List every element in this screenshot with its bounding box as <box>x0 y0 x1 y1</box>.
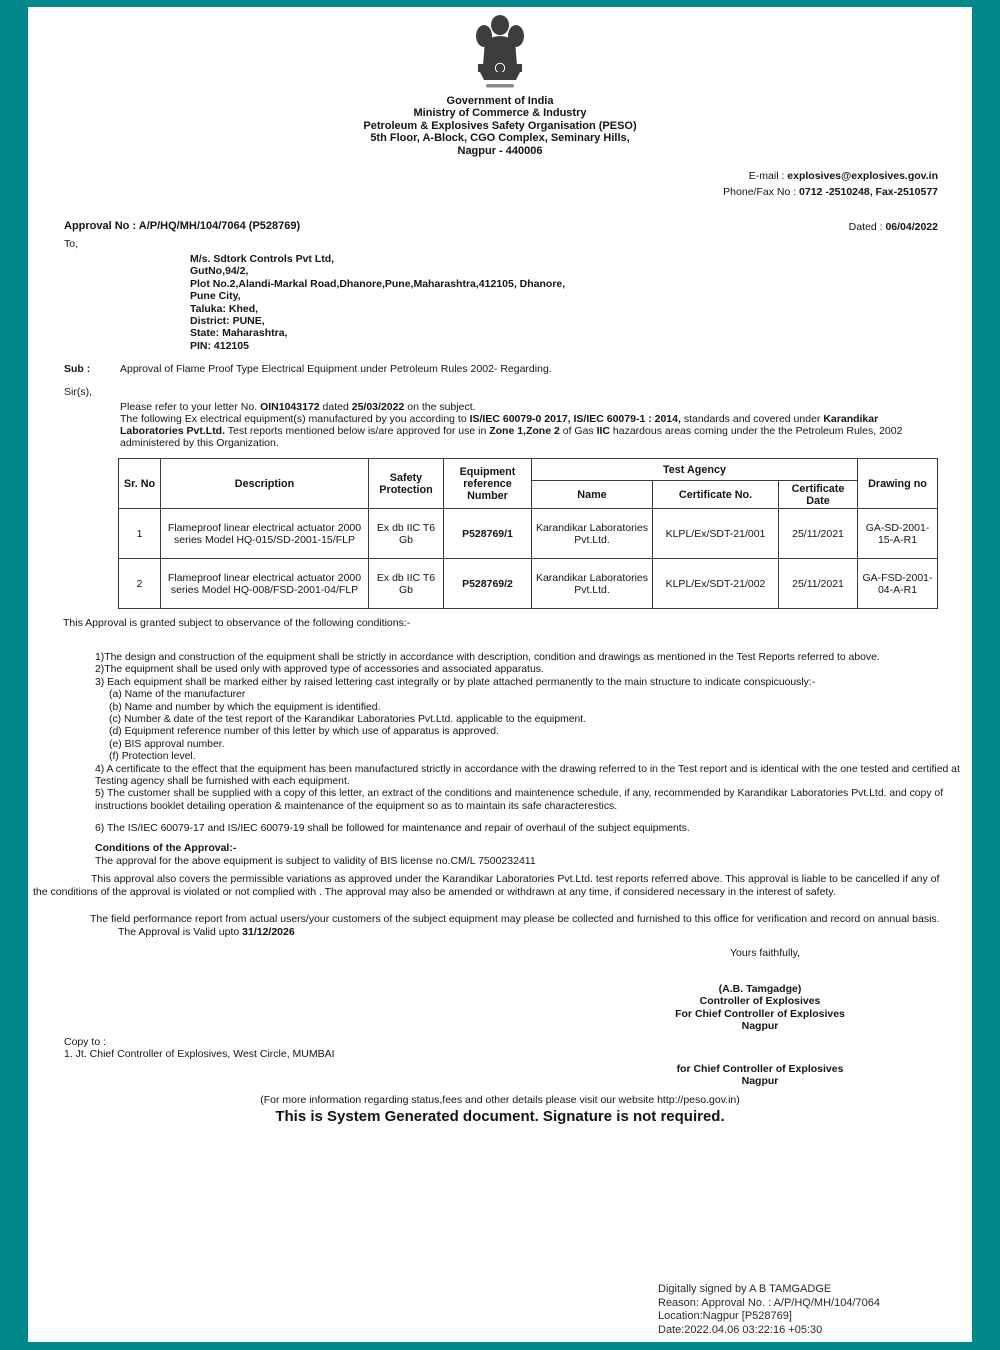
signatory-title: Controller of Explosives <box>699 995 821 1008</box>
cell-sr: 1 <box>119 509 161 559</box>
validity-line <box>118 926 295 938</box>
cell-equip-ref: P528769/2 <box>444 559 532 609</box>
footer-info-line: (For more information regarding status,fees and other details please visit our website http://peso.gov.in) <box>260 1094 740 1106</box>
col-header-sr-no: Sr. No <box>119 459 161 509</box>
for-chief-place: Nagpur <box>741 1075 779 1088</box>
col-header-description: Description <box>161 459 369 509</box>
emblem-of-india <box>471 13 529 98</box>
intro-text: The following Ex electrical equipment(s) manufactured by you according to <box>120 413 470 425</box>
cell-equip-ref: P528769/1 <box>444 509 532 559</box>
condition-subitem: (e) BIS approval number. <box>109 738 225 750</box>
condition-subitem: (d) Equipment reference number of this letter by which use of apparatus is approved. <box>109 726 499 738</box>
intro-text: Test reports mentioned below is/are approved for use in <box>225 425 490 438</box>
conditions-heading: Conditions of the Approval:- <box>95 842 237 854</box>
intro-paragraph <box>120 413 944 450</box>
condition-subitem: (a) Name of the manufacturer <box>109 689 246 701</box>
closing-line: Yours faithfully, <box>730 947 801 959</box>
cell-cert-no: KLPL/Ex/SDT-21/002 <box>653 559 779 609</box>
address-line: Pune City, <box>190 290 241 303</box>
table-header-row-1 <box>119 459 938 481</box>
address-line: Plot No.2,Alandi-Markal Road,Dhanore,Pune,Maharashtra,412105, Dhanore, <box>190 277 566 290</box>
bis-license-line: The approval for the above equipment is subject to validity of BIS license no.CM/L 7500232411 <box>95 855 536 867</box>
digital-signature-block <box>658 1283 880 1337</box>
col-header-safety: Safety Protection <box>369 459 444 509</box>
address-line: M/s. Sdtork Controls Pvt Ltd, <box>190 253 335 265</box>
subject-label: Sub : <box>64 363 91 375</box>
digital-signature-line: Location:Nagpur [P528769] <box>658 1310 792 1322</box>
copy-to-item: 1. Jt. Chief Controller of Explosives, West Circle, MUMBAI <box>64 1048 335 1060</box>
field-report-paragraph: The field performance report from actual users/your customers of the subject equipment may please be collected and furnished to this office for verification and record on annual basis. <box>90 913 940 925</box>
for-chief-block <box>620 1063 900 1088</box>
variations-paragraph: This approval also covers the permissible variations as approved under the Karandikar Laboratories Pvt.Ltd. test reports referred above. This approval is liable to be cancelled if any of the conditions of the approval is violated or not complied with . The approval may also be amended or withdrawn at any time, if considered necessary in the interest of safety. <box>33 873 940 898</box>
phone-line <box>723 185 938 201</box>
condition-item: 5) The customer shall be supplied with a copy of this letter, an extract of the conditions and maintenence schedule, if any, recommended by Karandikar Laboratories Pvt.Ltd. and copy of instructions booklet detailing operation & maintenance of the equipment so as to maintain its safe characterestics. <box>95 788 944 812</box>
contact-block <box>723 169 938 200</box>
approval-number: Approval No : A/P/HQ/MH/104/7064 (P528769) <box>64 220 301 232</box>
subject-text: Approval of Flame Proof Type Electrical Equipment under Petroleum Rules 2002- Regarding. <box>120 363 552 375</box>
reference-text: on the subject. <box>404 401 476 413</box>
condition-item: 3) Each equipment shall be marked either by raised lettering cast integrally or by plate attached permanently to the main structure to indicate conspicuously:- <box>95 676 816 688</box>
phone-value: 0712 -2510248, Fax-2510577 <box>799 185 938 198</box>
table-row <box>119 509 938 559</box>
dated-label: Dated : <box>848 221 886 233</box>
letterhead-line: Nagpur - 440006 <box>457 144 543 157</box>
address-line: District: PUNE, <box>190 315 265 328</box>
cell-cert-date: 25/11/2021 <box>779 509 858 559</box>
letter-date: 25/03/2022 <box>351 401 405 413</box>
condition-subitem: (b) Name and number by which the equipment is identified. <box>109 701 381 713</box>
letter-page <box>28 7 972 1342</box>
address-line: GutNo,94/2, <box>190 265 249 278</box>
signatory-title: For Chief Controller of Explosives <box>675 1007 845 1020</box>
col-header-drawing: Drawing no <box>858 459 938 509</box>
signatory-place: Nagpur <box>741 1019 779 1032</box>
validity-date: 31/12/2026 <box>242 926 295 938</box>
dated-value: 06/04/2022 <box>885 221 938 233</box>
test-lab-name: Karandikar Laboratories Pvt.Ltd. <box>120 413 879 438</box>
copy-to-label: Copy to : <box>64 1036 107 1048</box>
signatory-block <box>620 983 900 1032</box>
system-generated-note: This is System Generated document. Signature is not required. <box>275 1108 725 1125</box>
salutation: Sir(s), <box>64 386 92 398</box>
cell-drawing: GA-FSD-2001-04-A-R1 <box>858 559 938 609</box>
cell-cert-date: 25/11/2021 <box>779 559 858 609</box>
letterhead-line: Government of India <box>446 95 554 107</box>
gas-group: IIC <box>596 425 610 438</box>
reference-line <box>120 401 476 413</box>
standards-ref: IS/IEC 60079-0 2017, IS/IEC 60079-1 : 2014, <box>469 413 681 425</box>
cell-safety: Ex db IIC T6 Gb <box>369 559 444 609</box>
condition-item: 2)The equipment shall be used only with approved type of accessories and associated apparatus. <box>95 664 544 676</box>
for-chief-line: for Chief Controller of Explosives <box>676 1063 844 1075</box>
intro-text: standards and covered under <box>680 413 824 425</box>
digital-signature-line: Date:2022.04.06 03:22:16 +05:30 <box>658 1323 823 1336</box>
recipient-address <box>190 253 565 352</box>
dated-line <box>849 221 938 233</box>
letterhead-line: Petroleum & Explosives Safety Organisation (PESO) <box>363 119 637 132</box>
letterhead <box>28 95 972 157</box>
address-line: State: Maharashtra, <box>190 327 288 340</box>
condition-subitem: (c) Number & date of the test report of the Karandikar Laboratories Pvt.Ltd. applicable to the equipment. <box>109 714 587 726</box>
reference-text: Please refer to your letter No. <box>120 401 261 413</box>
email-value: explosives@explosives.gov.in <box>787 170 938 182</box>
conditions-list <box>95 652 968 836</box>
col-header-cert-no: Certificate No. <box>653 481 779 509</box>
email-label: E-mail : <box>748 170 788 182</box>
col-header-equip-ref: Equipment reference Number <box>444 459 532 509</box>
cell-drawing: GA-SD-2001-15-A-R1 <box>858 509 938 559</box>
cell-safety: Ex db IIC T6 Gb <box>369 509 444 559</box>
digital-signature-line: Reason: Approval No. : A/P/HQ/MH/104/7064 <box>658 1296 880 1309</box>
conditions-intro: This Approval is granted subject to observance of the following conditions:- <box>63 617 411 629</box>
intro-text: hazardous areas coming under the the Petroleum Rules, 2002 administered by this Organization. <box>120 425 903 450</box>
digital-signature-line: Digitally signed by A B TAMGADGE <box>658 1283 832 1295</box>
phone-label: Phone/Fax No : <box>723 185 800 198</box>
address-line: Taluka: Khed, <box>190 302 259 315</box>
approval-table <box>118 458 938 609</box>
condition-item: 1)The design and construction of the equipment shall be strictly in accordance with description, condition and drawings as mentioned in the Test Reports referred to above. <box>95 652 880 663</box>
cell-cert-no: KLPL/Ex/SDT-21/001 <box>653 509 779 559</box>
condition-item: 6) The IS/IEC 60079-17 and IS/IEC 60079-19 shall be followed for maintenance and repair of overhaul of the subject equipments. <box>95 823 690 835</box>
address-line: PIN: 412105 <box>190 339 249 352</box>
zones: Zone 1,Zone 2 <box>489 425 560 438</box>
letterhead-line: 5th Floor, A-Block, CGO Complex, Seminary Hills, <box>370 132 630 145</box>
signatory-name: (A.B. Tamgadge) <box>718 983 802 995</box>
col-header-cert-date: Certificate Date <box>779 481 858 509</box>
letter-number: OIN1043172 <box>260 401 320 413</box>
email-line <box>723 169 938 185</box>
cell-sr: 2 <box>119 559 161 609</box>
cell-description: Flameproof linear electrical actuator 2000 series Model HQ-008/FSD-2001-04/FLP <box>161 559 369 609</box>
cell-agency-name: Karandikar Laboratories Pvt.Ltd. <box>532 559 653 609</box>
intro-text: of Gas <box>559 425 597 438</box>
cell-agency-name: Karandikar Laboratories Pvt.Ltd. <box>532 509 653 559</box>
condition-item: 4) A certificate to the effect that the equipment has been manufactured strictly in accordance with the drawing referred to in the Test report and is identical with the one tested and certified at Testing agency shall be furnished with each equipment. <box>95 763 960 788</box>
condition-subitem: (f) Protection level. <box>109 751 196 763</box>
table-row <box>119 559 938 609</box>
validity-label: The Approval is Valid upto <box>118 926 243 938</box>
col-header-test-agency: Test Agency <box>532 459 858 481</box>
emblem-of-india-icon <box>471 13 529 95</box>
to-label: To, <box>64 238 79 250</box>
cell-description: Flameproof linear electrical actuator 2000 series Model HQ-015/SD-2001-15/FLP <box>161 509 369 559</box>
col-header-agency-name: Name <box>532 481 653 509</box>
letterhead-line: Ministry of Commerce & Industry <box>413 107 587 120</box>
reference-text: dated <box>319 401 352 413</box>
